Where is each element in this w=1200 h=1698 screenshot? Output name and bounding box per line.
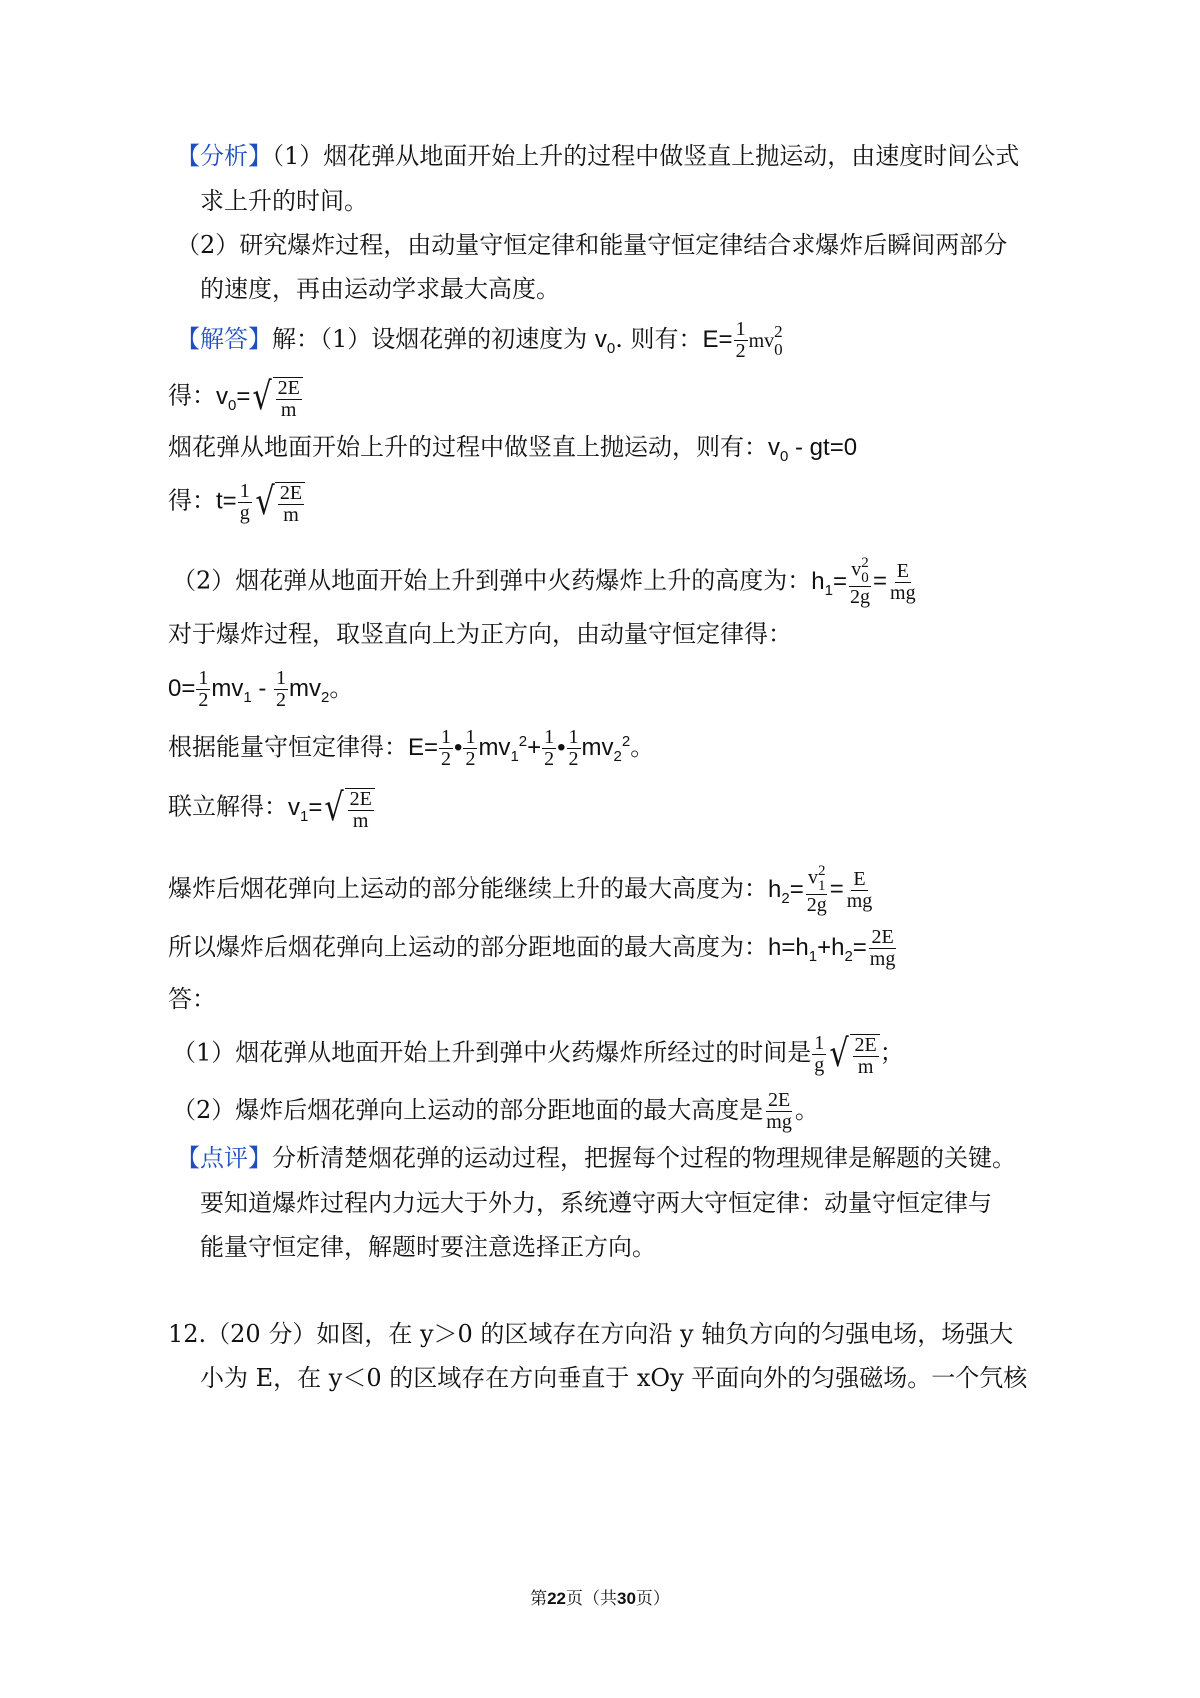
text: 爆炸后烟花弹向上运动的部分能继续上升的最大高度为： xyxy=(168,874,768,903)
answer-line-2 xyxy=(172,1090,819,1133)
comment-tag: 【点评】 xyxy=(176,1144,272,1172)
solution-line-9 xyxy=(168,784,375,832)
answer-line-1 xyxy=(172,1030,904,1078)
solution-text-1: 解：（1）设烟花弹的初速度为 xyxy=(272,325,588,353)
frac-num: 1 xyxy=(465,726,476,748)
sqrt-icon: √ xyxy=(324,785,345,829)
minus: - xyxy=(251,675,274,702)
e-eq: E= xyxy=(408,734,439,761)
text: 烟花弹从地面开始上升的过程中做竖直上抛运动，则有： xyxy=(168,433,768,461)
frac-den: g xyxy=(814,1053,825,1076)
frac-den: m xyxy=(352,810,369,832)
footer-post: 页） xyxy=(635,1589,670,1609)
frac-den: 2 xyxy=(465,748,476,770)
frac-num: 2E xyxy=(279,482,303,504)
frac-num: 2E xyxy=(854,1034,877,1056)
frac-num: 2E xyxy=(871,926,894,948)
text: （2）烟花弹从地面开始上升到弹中火药爆炸上升的高度为： xyxy=(172,566,812,595)
sqrt-2e-over-m xyxy=(827,1030,879,1078)
frac-num: E xyxy=(896,559,909,582)
sub: 2 xyxy=(321,688,330,706)
frac-num: 1 xyxy=(814,1031,825,1054)
footer-pre: 第 xyxy=(530,1589,548,1609)
v-char: v xyxy=(851,558,862,581)
frac-num: E xyxy=(853,867,866,890)
frac-den: m xyxy=(280,399,297,421)
frac-den: 2 xyxy=(276,689,287,711)
frac-num: 1 xyxy=(735,318,746,340)
fraction-e-over-mg xyxy=(888,561,918,604)
solution-line-7 xyxy=(168,668,353,711)
v-char: v xyxy=(807,866,818,889)
t-eq: t= xyxy=(216,487,237,515)
frac-num: 2E xyxy=(767,1089,791,1111)
sub: 2 xyxy=(844,947,853,965)
mv2sq xyxy=(581,733,631,765)
frac-den: mg xyxy=(766,1111,792,1133)
frac-den: 2g xyxy=(806,894,827,916)
mv: mv xyxy=(289,675,322,702)
footer-mid: 页（共 xyxy=(566,1589,617,1609)
v0-symbol-2 xyxy=(216,382,251,414)
problem-12-line-2: 小为 E，在 y＜0 的区域存在方向垂直于 xOy 平面向外的匀强磁场。一个氕核 xyxy=(200,1364,1028,1392)
comment-text-1: 分析清楚烟花弹的运动过程，把握每个过程的物理规律是解题的关键。 xyxy=(272,1144,1016,1172)
h2-symbol xyxy=(768,875,804,907)
mv: mv xyxy=(581,734,614,761)
fraction-2e-over-mg xyxy=(764,1090,794,1133)
h: h=h xyxy=(768,934,809,961)
frac-num xyxy=(849,556,871,587)
sqrt-2e-over-m xyxy=(250,373,302,421)
plus: + xyxy=(527,734,542,761)
zero-eq: 0= xyxy=(168,675,196,702)
mv-term: mv xyxy=(748,330,775,352)
fraction-half xyxy=(542,727,556,770)
analysis-text-1: （1）烟花弹从地面开始上升的过程中做竖直上抛运动，由速度时间公式 xyxy=(272,142,1020,170)
fraction-2e-over-mg xyxy=(868,927,898,970)
fraction-e-over-mg xyxy=(845,869,875,912)
v-char: v xyxy=(288,793,300,821)
sqrt-2e-over-m xyxy=(322,784,374,832)
v0-subscript: 0 xyxy=(606,339,616,357)
comment-line-1 xyxy=(176,1142,1016,1174)
eq: = xyxy=(236,382,251,410)
solution-line-10 xyxy=(168,864,875,916)
eq: = xyxy=(852,934,867,961)
sqrt-2e-over-m xyxy=(253,478,305,526)
analysis-line-3: （2）研究爆炸过程，由动量守恒定律和能量守恒定律结合求爆炸后瞬间两部分 xyxy=(176,231,1008,259)
fraction-half xyxy=(196,668,210,711)
v-char: v xyxy=(216,382,228,410)
frac-num: 1 xyxy=(239,479,250,502)
solution-line-4 xyxy=(168,478,305,526)
frac-num: 1 xyxy=(568,726,579,748)
script xyxy=(861,556,869,586)
page-footer xyxy=(0,1584,1200,1609)
text: （1）烟花弹从地面开始上升到弹中火药爆炸所经过的时间是 xyxy=(172,1038,812,1067)
fraction xyxy=(348,789,374,832)
sub: 2 xyxy=(781,889,790,907)
comment-line-3: 能量守恒定律，解题时要注意选择正方向。 xyxy=(200,1233,656,1261)
mv: mv xyxy=(211,675,244,702)
frac-den: mg xyxy=(869,948,896,970)
text: 所以爆炸后烟花弹向上运动的部分距地面的最大高度为： xyxy=(168,933,768,961)
sub: 1 xyxy=(824,581,833,599)
sub: 0 xyxy=(774,339,783,359)
script xyxy=(818,864,826,894)
de-label: 得： xyxy=(168,486,216,515)
sqrt-icon: √ xyxy=(255,479,275,523)
text: 联立解得： xyxy=(168,792,288,821)
fraction-half xyxy=(463,727,477,770)
fraction xyxy=(276,378,302,421)
h-total-eq xyxy=(768,934,867,965)
period: 。 xyxy=(329,674,354,702)
solution-line-3 xyxy=(168,431,857,464)
analysis-line-2: 求上升的时间。 xyxy=(200,187,368,215)
text: 根据能量守恒定律得： xyxy=(168,733,408,761)
fraction-1-over-g xyxy=(238,481,252,524)
sup: 2 xyxy=(861,555,869,571)
sub: 0 xyxy=(780,447,789,465)
sub: 1 xyxy=(243,688,252,706)
semicolon: ； xyxy=(879,1038,904,1067)
sub: 2 xyxy=(613,747,622,765)
frac-num: 1 xyxy=(276,667,287,689)
solution-line-11 xyxy=(168,927,898,970)
h-char: h xyxy=(811,567,825,595)
mv: mv xyxy=(478,734,511,761)
fraction xyxy=(853,1035,879,1078)
h-char: h xyxy=(768,875,782,903)
solution-line-5 xyxy=(172,556,919,608)
sqrt-icon: √ xyxy=(252,374,273,418)
eq: = xyxy=(308,793,323,821)
mv2 xyxy=(289,675,330,706)
page-number: 22 xyxy=(547,1589,566,1608)
de-label: 得： xyxy=(168,381,216,410)
dot: • xyxy=(454,734,463,761)
fraction-1-over-g xyxy=(812,1033,826,1076)
period: 。 xyxy=(630,733,655,761)
frac-num: 1 xyxy=(198,667,209,689)
dot: • xyxy=(557,734,566,761)
frac-den: 2 xyxy=(441,748,452,770)
rest: - gt=0 xyxy=(788,434,858,461)
text: （2）爆炸后烟花弹向上运动的部分距地面的最大高度是 xyxy=(172,1096,764,1124)
sub: 0 xyxy=(861,570,869,586)
frac-den: 2 xyxy=(544,748,555,770)
frac-den: g xyxy=(239,501,250,524)
eq: = xyxy=(873,567,888,595)
analysis-line-4: 的速度，再由运动学求最大高度。 xyxy=(200,275,560,303)
frac-num: 2E xyxy=(349,788,372,810)
period: 。 xyxy=(794,1096,819,1124)
v-char: v xyxy=(594,326,607,353)
frac-num: 1 xyxy=(441,726,452,748)
problem-12-line-1: 12.（20 分）如图，在 y＞0 的区域存在方向沿 y 轴负方向的匀强电场，场强大 xyxy=(168,1320,1014,1348)
sup: 2 xyxy=(817,863,826,879)
eq: = xyxy=(832,567,847,595)
total-pages: 30 xyxy=(617,1589,636,1608)
frac-num xyxy=(806,864,828,895)
sup: 2 xyxy=(621,733,631,750)
frac-den: 2 xyxy=(735,340,746,362)
fraction-half xyxy=(734,319,748,362)
mv1 xyxy=(211,675,274,706)
sub: 1 xyxy=(817,878,826,894)
fraction-v0sq-over-2g xyxy=(848,556,872,608)
fraction-half xyxy=(439,727,453,770)
sub: 1 xyxy=(808,947,818,965)
fraction-half xyxy=(274,668,288,711)
v-char: v xyxy=(768,434,780,461)
sup: 2 xyxy=(518,733,528,750)
sub: 0 xyxy=(228,396,237,414)
fraction-half xyxy=(567,727,581,770)
v0-squared-script xyxy=(774,323,783,359)
solution-line-8 xyxy=(168,727,654,770)
answer-label: 答： xyxy=(168,985,216,1013)
energy-eq-lhs: E= xyxy=(702,326,733,353)
analysis-line-1 xyxy=(176,140,1019,172)
solution-line-2 xyxy=(168,373,303,421)
solution-text-1b: . 则有： xyxy=(615,325,703,353)
plus: +h xyxy=(817,934,845,961)
sup: 2 xyxy=(774,321,783,341)
v0-symbol xyxy=(594,326,616,357)
frac-num: 1 xyxy=(544,726,555,748)
mv1sq xyxy=(478,733,542,765)
frac-den: mg xyxy=(890,581,916,604)
comment-line-2: 要知道爆炸过程内力远大于外力，系统遵守两大守恒定律：动量守恒定律与 xyxy=(200,1189,992,1217)
solution-line-1 xyxy=(176,319,783,362)
fraction-v1sq-over-2g xyxy=(805,864,829,916)
solution-line-6: 对于爆炸过程，取竖直向上为正方向，由动量守恒定律得： xyxy=(168,620,792,648)
solution-tag: 【解答】 xyxy=(176,325,272,353)
sub: 1 xyxy=(510,747,519,765)
frac-den: m xyxy=(857,1056,874,1078)
frac-den: 2g xyxy=(850,586,870,608)
sub: 1 xyxy=(300,807,309,825)
eq: = xyxy=(789,875,804,903)
frac-den: 2 xyxy=(198,689,209,711)
eq: = xyxy=(829,875,844,903)
v0-gt-eq xyxy=(768,434,858,465)
fraction xyxy=(278,483,304,526)
v1-symbol xyxy=(288,793,323,825)
frac-num: 2E xyxy=(277,377,300,399)
frac-den: mg xyxy=(846,889,873,912)
frac-den: m xyxy=(283,504,299,526)
h1-symbol xyxy=(811,567,847,599)
analysis-tag: 【分析】 xyxy=(176,142,272,170)
frac-den: 2 xyxy=(568,748,579,770)
sqrt-icon: √ xyxy=(829,1031,850,1075)
